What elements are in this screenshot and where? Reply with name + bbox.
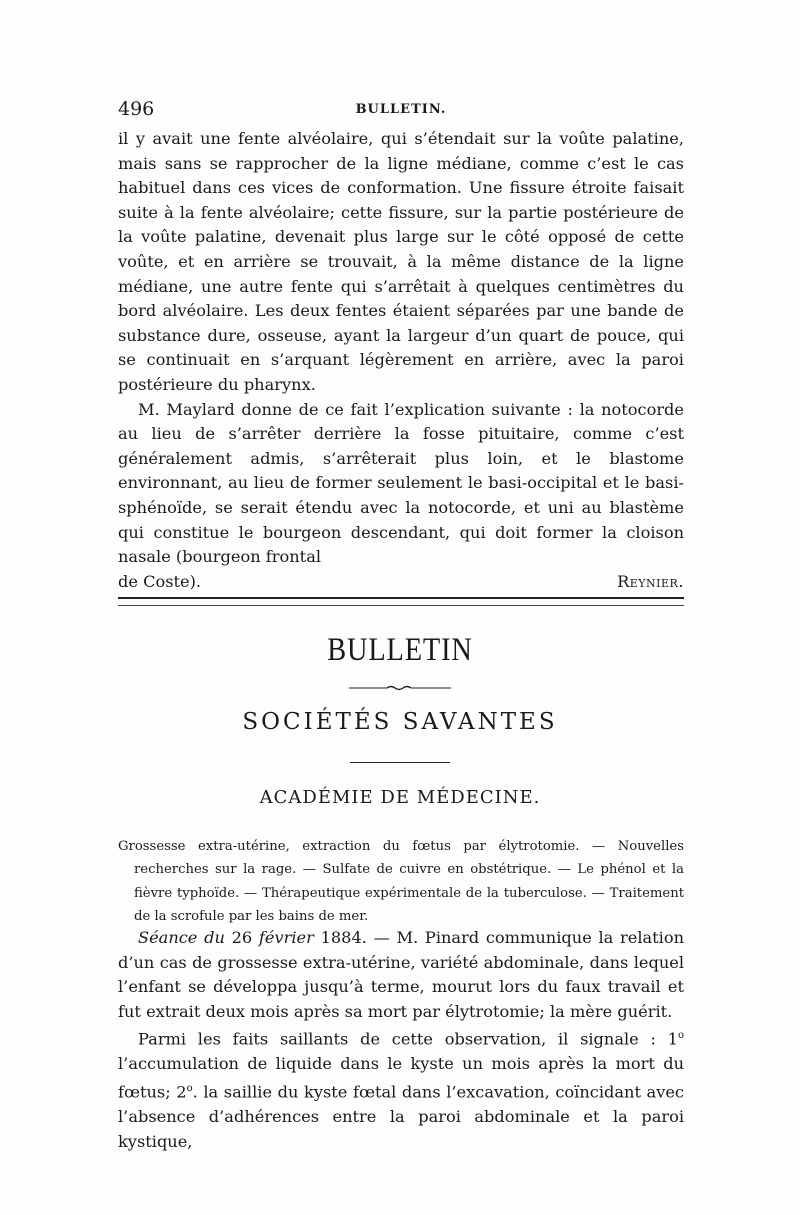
ordinal-1: o — [677, 1030, 684, 1042]
ornament-divider — [349, 684, 451, 692]
bulletin-title: BULLETIN — [327, 632, 473, 668]
seance-text: 1884. — M. Pinard communique la relation d’un cas de grossesse extra-utérine, variété abdominale, dans lequel l’enfant se développa jusqu’à terme, mourut lors du faux travail et fut extrait deux mois après sa mort par élytrotomie; la mère guérit. — [118, 928, 685, 1021]
page-number: 496 — [118, 98, 155, 120]
closing-line — [118, 570, 684, 595]
observation-start: Parmi les faits saillants de cette observation, il signale : 1 — [138, 1029, 678, 1049]
paragraph-cleft-description: il y avait une fente alvéolaire, qui s’étendait sur la voûte palatine, mais sans se rapprocher de la ligne médiane, comme c’est le cas habituel dans ces vices de conformation. Une fissure étroite faisait suite à la fente alvéolaire; cette fissure, sur la partie postérieure de la voûte palatine, devenait plus large sur le côté opposé de cette voûte, et en arrière se trouvait, à la même distance de la ligne médiane, une autre fente qui s’arrêtait à quelques centimètres du bord alvéolaire. Les deux fentes étaient séparées par une bande de substance dure, osseuse, ayant la largeur d’un quart de pouce, qui se continuait en s’arquant légèrement en arrière, avec la paroi postérieure du pharynx. — [118, 129, 684, 394]
summary-item: — Nouvelles recherches sur la rage. — [134, 839, 684, 878]
ordinal-2: o — [186, 1082, 193, 1094]
seance-label: Séance du — [138, 928, 225, 947]
author-signature: Reynier. — [617, 571, 684, 591]
closing-text: de Coste). — [118, 571, 202, 591]
short-rule — [350, 762, 450, 763]
running-title: BULLETIN. — [355, 102, 447, 117]
paragraph-seance-intro — [118, 926, 684, 1024]
summary-item: — Le phénol et la fièvre typhoïde. — [134, 862, 684, 901]
paragraph-observations — [118, 1024, 684, 1154]
paragraph-maylard-explanation: M. Maylard donne de ce fait l’explication suivante : la notocorde au lieu de s’arrêter derrière la fosse pituitaire, comme c’est généralement admis, s’arrêterait plus loin, et le blastome environnant, au lieu de former seulement le basi-occipital et le basi-sphénoïde, se serait étendu avec la notocorde, et uni au blastème qui constitue le bourgeon descendant, qui doit former la cloison nasale (bourgeon frontal — [118, 399, 684, 567]
article-continuation — [118, 127, 684, 594]
societies-subtitle: SOCIÉTÉS SAVANTES — [242, 709, 558, 735]
summary-item: Grossesse extra-utérine, extraction du fœtus par élytrotomie. — [118, 839, 580, 855]
page-header — [118, 98, 684, 122]
seance-month: février — [258, 928, 314, 947]
seance-day: 26 — [224, 928, 259, 947]
section-divider — [118, 597, 684, 606]
summary-item: — Traitement de la scrofule par les bains de mer. — [134, 885, 685, 924]
observation-middle: l’accumulation de liquide dans le kyste un mois après la mort du fœtus; 2 — [118, 1054, 684, 1102]
session-summary — [118, 835, 684, 928]
summary-item: — Thérapeutique expérimentale de la tuberculose. — [239, 885, 587, 901]
academy-heading: ACADÉMIE DE MÉDECINE. — [259, 787, 541, 808]
observation-end: . la saillie du kyste fœtal dans l’excavation, coïncidant avec l’absence d’adhérences entre la paroi abdominale et la paroi kystique, — [118, 1082, 684, 1151]
seance-report — [118, 926, 684, 1154]
summary-item: — Sulfate de cuivre en obstétrique. — [296, 862, 552, 878]
